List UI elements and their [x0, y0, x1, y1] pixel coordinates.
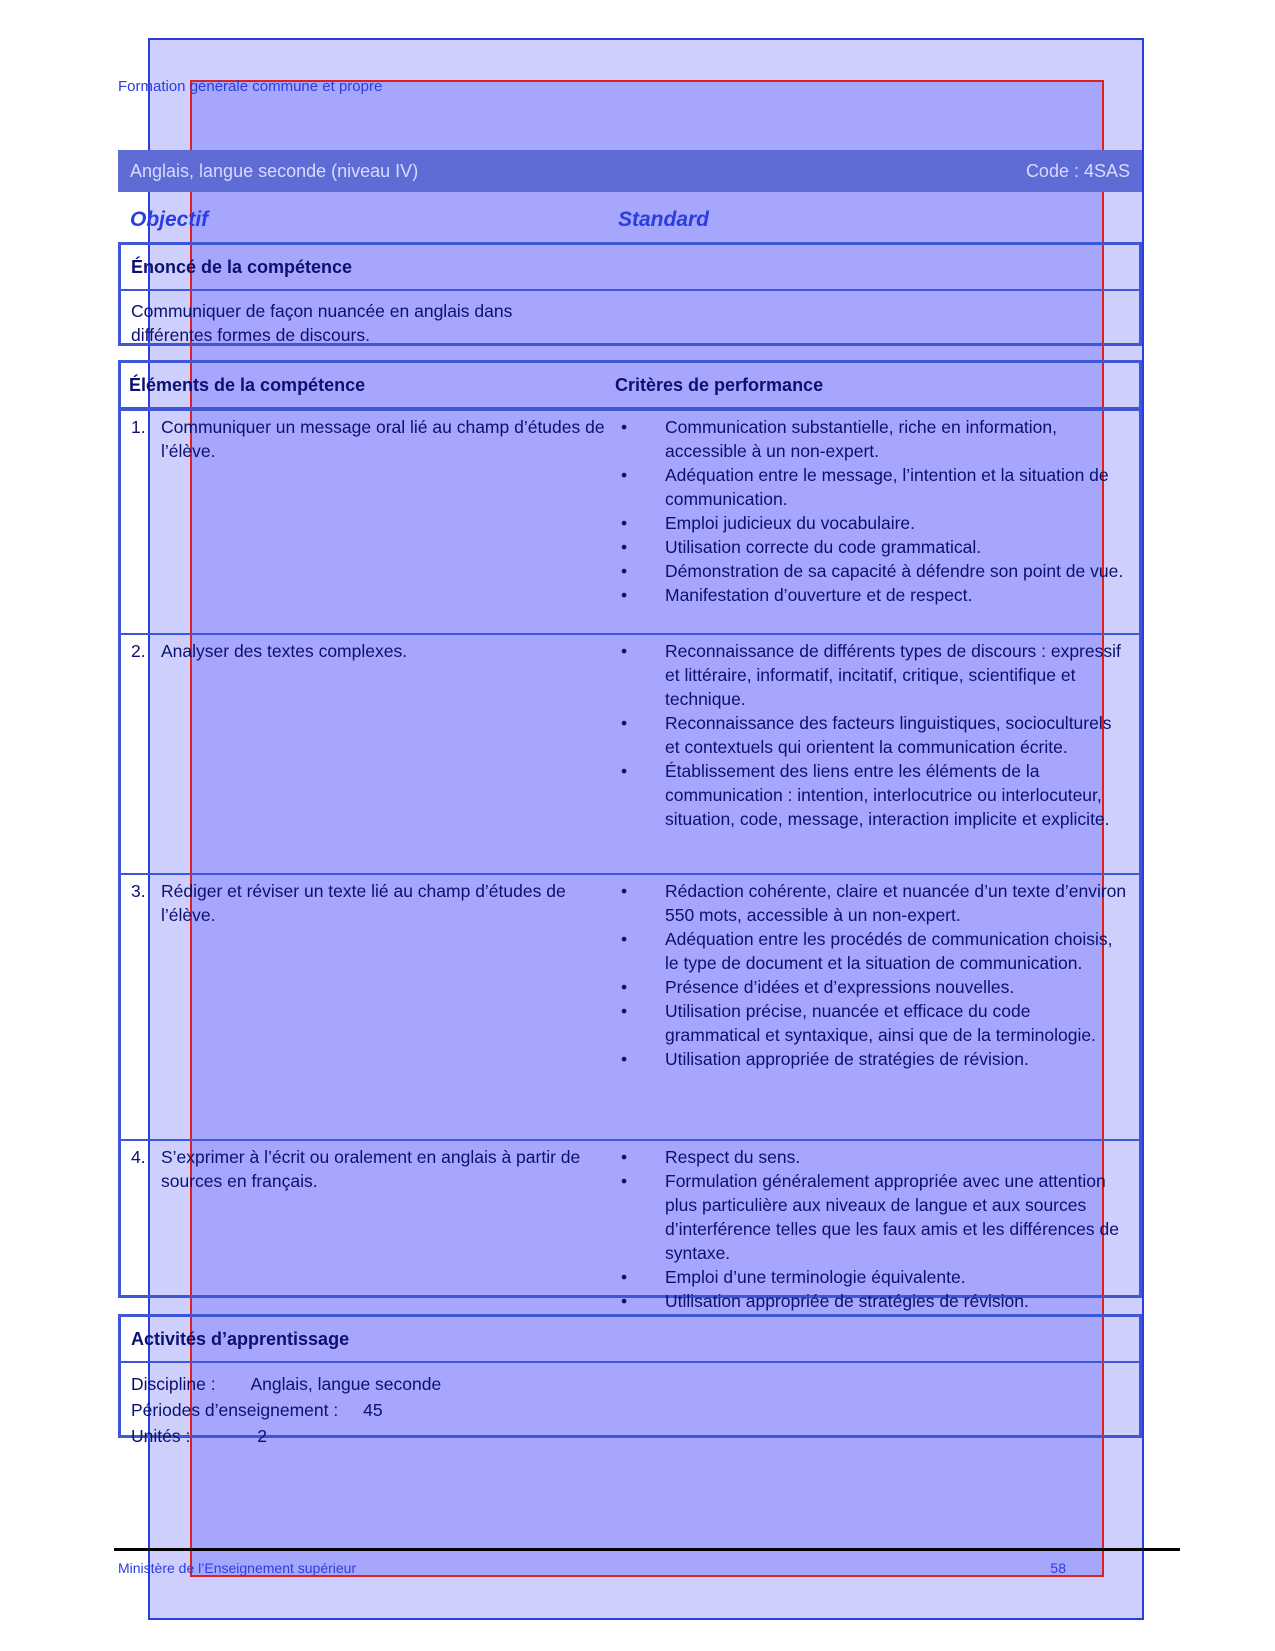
- criterion-item: [621, 1265, 1129, 1289]
- criterion-text: Établissement des liens entre les éléments de la communication : intention, interlocutrice ou interlocuteur, situation, code, message, interaction implicite et explicite.: [665, 761, 1110, 829]
- enonce-text-line: différentes formes de discours.: [131, 325, 370, 345]
- competence-elements-table: [118, 360, 1142, 1311]
- units-label: Unités :: [131, 1426, 191, 1446]
- bullet-icon: •: [621, 1171, 628, 1191]
- criterion-text: Présence d’idées et d’expressions nouvelles.: [665, 977, 1015, 997]
- criteria-heading: Critères de performance: [615, 375, 824, 395]
- bullet-icon: •: [621, 513, 628, 533]
- bullet-icon: •: [621, 561, 628, 581]
- enonce-text-line: Communiquer de façon nuancée en anglais dans: [131, 301, 513, 321]
- criterion-item: [621, 535, 1129, 559]
- criterion-item: [621, 463, 1129, 511]
- footer-ministry: Ministère de l’Enseignement supérieur: [118, 1560, 357, 1576]
- enonce-heading: Énoncé de la compétence: [121, 245, 1139, 291]
- standard-label: Standard: [618, 208, 710, 231]
- discipline-line: [131, 1371, 1129, 1397]
- criterion-text: Utilisation appropriée de stratégies de révision.: [665, 1049, 1029, 1069]
- criterion-text: Utilisation correcte du code grammatical.: [665, 537, 982, 557]
- activities-box: [118, 1314, 1142, 1446]
- periods-label: Périodes d’enseignement :: [131, 1400, 339, 1420]
- criterion-item: [621, 1047, 1129, 1071]
- criterion-text: Communication substantielle, riche en information, accessible à un non-expert.: [665, 417, 1057, 461]
- discipline-value: Anglais, langue seconde: [250, 1374, 442, 1394]
- criterion-text: Emploi judicieux du vocabulaire.: [665, 513, 915, 533]
- criteria-cell: [621, 1145, 1129, 1315]
- table-row: [121, 633, 1139, 873]
- bullet-icon: •: [621, 537, 628, 557]
- activities-heading: Activités d’apprentissage: [121, 1317, 1139, 1363]
- criteria-cell: [621, 639, 1129, 867]
- table-row: [121, 873, 1139, 1139]
- criterion-item: [621, 759, 1129, 831]
- criterion-text: Utilisation appropriée de stratégies de révision.: [665, 1291, 1029, 1311]
- element-cell: [131, 879, 621, 1133]
- criteria-cell: [621, 415, 1129, 627]
- criterion-item: [621, 639, 1129, 711]
- bullet-icon: •: [621, 977, 628, 997]
- objective-label: Objectif: [130, 208, 209, 231]
- table-row: [121, 1139, 1139, 1321]
- bullet-icon: •: [621, 1267, 628, 1287]
- criterion-item: [621, 927, 1129, 975]
- course-code: Code : 4SAS: [1025, 160, 1130, 181]
- criterion-item: [621, 1145, 1129, 1169]
- bullet-icon: •: [621, 929, 628, 949]
- bullet-icon: •: [621, 417, 628, 437]
- enonce-box: [118, 242, 1142, 346]
- bullet-icon: •: [621, 465, 628, 485]
- criterion-text: Reconnaissance des facteurs linguistiques, socioculturels et contextuels qui orientent la communication écrite.: [665, 713, 1112, 757]
- units-line: [131, 1423, 1129, 1449]
- element-cell: [131, 1145, 621, 1315]
- criterion-item: [621, 1169, 1129, 1265]
- bullet-icon: •: [621, 1147, 628, 1167]
- elements-heading: Éléments de la compétence: [129, 375, 366, 395]
- enonce-text: [121, 291, 1139, 355]
- element-cell: [131, 415, 621, 627]
- criterion-item: [621, 583, 1129, 607]
- criterion-text: Démonstration de sa capacité à défendre son point de vue.: [665, 561, 1124, 581]
- criterion-text: Adéquation entre le message, l’intention et la situation de communication.: [665, 465, 1109, 509]
- bullet-icon: •: [621, 761, 628, 781]
- criterion-text: Adéquation entre les procédés de communication choisis, le type de document et la situation de communication.: [665, 929, 1113, 973]
- criterion-text: Utilisation précise, nuancée et efficace du code grammatical et syntaxique, ainsi que de la terminologie.: [665, 1001, 1096, 1045]
- table-row: [121, 409, 1139, 633]
- bullet-icon: •: [621, 713, 628, 733]
- element-number: 3.: [131, 881, 146, 901]
- element-text: Rédiger et réviser un texte lié au champ d’études de l’élève.: [161, 881, 566, 925]
- bullet-icon: •: [621, 881, 628, 901]
- criterion-text: Reconnaissance de différents types de discours : expressif et littéraire, informatif, incitatif, critique, scientifique et technique.: [665, 641, 1121, 709]
- element-cell: [131, 639, 621, 867]
- criterion-text: Emploi d’une terminologie équivalente.: [665, 1267, 966, 1287]
- criterion-text: Manifestation d’ouverture et de respect.: [665, 585, 973, 605]
- criterion-text: Respect du sens.: [665, 1147, 801, 1167]
- course-title-bar: [118, 150, 1142, 192]
- criterion-item: [621, 559, 1129, 583]
- element-number: 1.: [131, 417, 146, 437]
- element-text: Communiquer un message oral lié au champ d’études de l’élève.: [161, 417, 605, 461]
- bullet-icon: •: [621, 585, 628, 605]
- criterion-item: [621, 975, 1129, 999]
- course-title: Anglais, langue seconde (niveau IV): [130, 160, 419, 181]
- bullet-icon: •: [621, 641, 628, 661]
- criterion-item: [621, 511, 1129, 535]
- bullet-icon: •: [621, 1291, 628, 1311]
- criterion-item: [621, 879, 1129, 927]
- element-number: 2.: [131, 641, 146, 661]
- element-text: S’exprimer à l’écrit ou oralement en anglais à partir de sources en français.: [161, 1147, 581, 1191]
- criterion-item: [621, 711, 1129, 759]
- element-text: Analyser des textes complexes.: [161, 641, 408, 661]
- criterion-item: [621, 999, 1129, 1047]
- page-number: 58: [1050, 1560, 1066, 1576]
- criteria-cell: [621, 879, 1129, 1133]
- page-footer: [118, 1560, 1142, 1576]
- table-header: [121, 363, 1139, 409]
- criterion-text: Rédaction cohérente, claire et nuancée d’un texte d’environ 550 mots, accessible à un non-expert.: [665, 881, 1127, 925]
- criterion-text: Formulation généralement appropriée avec une attention plus particulière aux niveaux de langue et aux sources d’interférence telles que les faux amis et les différences de syntaxe.: [665, 1171, 1119, 1263]
- activities-body: [121, 1363, 1139, 1457]
- element-number: 4.: [131, 1147, 146, 1167]
- bullet-icon: •: [621, 1001, 628, 1021]
- periods-line: [131, 1397, 1129, 1423]
- periods-value: 45: [363, 1400, 383, 1420]
- criterion-item: [621, 415, 1129, 463]
- header-top-text: Formation générale commune et propre: [118, 78, 383, 95]
- footer-rule: [114, 1548, 1180, 1551]
- criterion-item: [621, 1289, 1129, 1313]
- units-value: 2: [257, 1426, 267, 1446]
- discipline-label: Discipline :: [131, 1374, 216, 1394]
- bullet-icon: •: [621, 1049, 628, 1069]
